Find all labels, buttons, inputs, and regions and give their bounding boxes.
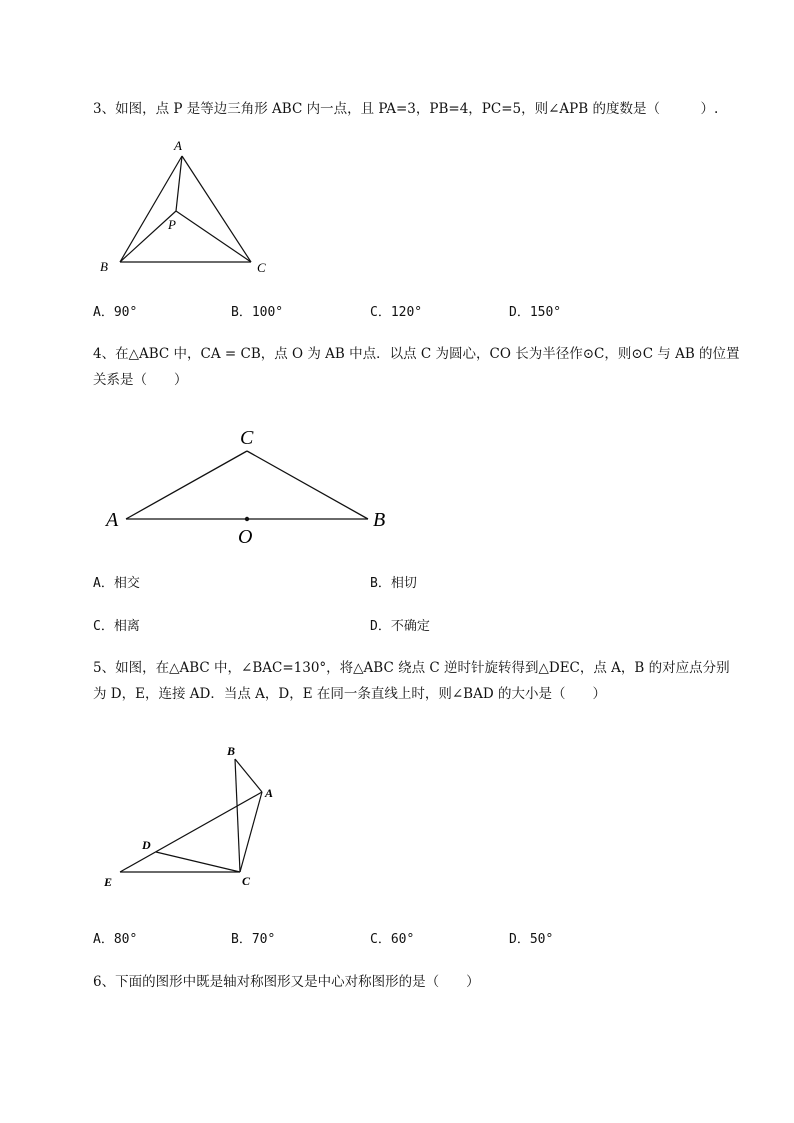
vertex-label-b: B bbox=[227, 744, 236, 758]
vertex-label-e: E bbox=[104, 875, 113, 889]
q3-option-d[interactable]: D．150° bbox=[509, 305, 562, 320]
vertex-label-a: A bbox=[265, 786, 274, 800]
vertex-label-c: C bbox=[240, 427, 254, 449]
q5-option-c[interactable]: C．60° bbox=[370, 932, 415, 947]
q3-option-a[interactable]: A．90° bbox=[93, 305, 138, 320]
vertex-label-d: D bbox=[142, 838, 151, 852]
point-label-p: P bbox=[168, 217, 176, 232]
side-cb bbox=[247, 451, 368, 519]
question-5-figure bbox=[100, 740, 290, 890]
question-6-stem: 6、下面的图形中既是轴对称图形又是中心对称图形的是（ ） bbox=[93, 974, 480, 990]
midpoint-o-dot bbox=[245, 517, 249, 521]
q4-option-d[interactable]: D．不确定 bbox=[370, 619, 430, 634]
side-dc bbox=[156, 852, 240, 872]
q3-option-c[interactable]: C．120° bbox=[370, 305, 423, 320]
question-3-figure bbox=[96, 136, 280, 278]
question-5-stem-line-2: 为 D，E，连接 AD．当点 A，D，E 在同一条直线上时，则∠BAD 的大小是（ ） bbox=[93, 686, 606, 702]
question-4-figure bbox=[100, 420, 400, 550]
vertex-label-a: A bbox=[106, 509, 119, 531]
question-3-stem: 3、如图，点 P 是等边三角形 ABC 内一点，且 PA=3，PB=4，PC=5，则∠APB 的度数是（ ）. bbox=[93, 101, 719, 117]
vertex-label-c: C bbox=[242, 874, 251, 888]
side-bc bbox=[235, 759, 240, 872]
q4-option-b[interactable]: B．相切 bbox=[370, 576, 417, 591]
question-5-stem-line-1: 5、如图，在△ABC 中，∠BAC=130°，将△ABC 绕点 C 逆时针旋转得到△DEC，点 A，B 的对应点分别 bbox=[93, 660, 730, 676]
q5-option-b[interactable]: B．70° bbox=[231, 932, 276, 947]
side-ac bbox=[126, 451, 247, 519]
question-4-stem-line-1: 4、在△ABC 中，CA = CB，点 O 为 AB 中点．以点 C 为圆心，CO 长为半径作⊙C，则⊙C 与 AB 的位置 bbox=[93, 346, 740, 362]
q4-option-c[interactable]: C．相离 bbox=[93, 619, 140, 634]
q5-option-a[interactable]: A．80° bbox=[93, 932, 138, 947]
vertex-label-b: B bbox=[373, 509, 386, 531]
q5-option-d[interactable]: D．50° bbox=[509, 932, 554, 947]
vertex-label-c: C bbox=[257, 260, 266, 275]
side-ac bbox=[182, 156, 251, 262]
segment-pc bbox=[176, 211, 251, 262]
point-label-o: O bbox=[238, 526, 253, 548]
q4-option-a[interactable]: A．相交 bbox=[93, 576, 140, 591]
q3-option-b[interactable]: B．100° bbox=[231, 305, 284, 320]
vertex-label-a: A bbox=[174, 138, 182, 153]
side-ab bbox=[120, 156, 182, 262]
vertex-label-b: B bbox=[100, 259, 108, 274]
side-ac bbox=[240, 792, 262, 872]
side-ba bbox=[235, 759, 262, 792]
question-4-stem-line-2: 关系是（ ） bbox=[93, 372, 188, 388]
